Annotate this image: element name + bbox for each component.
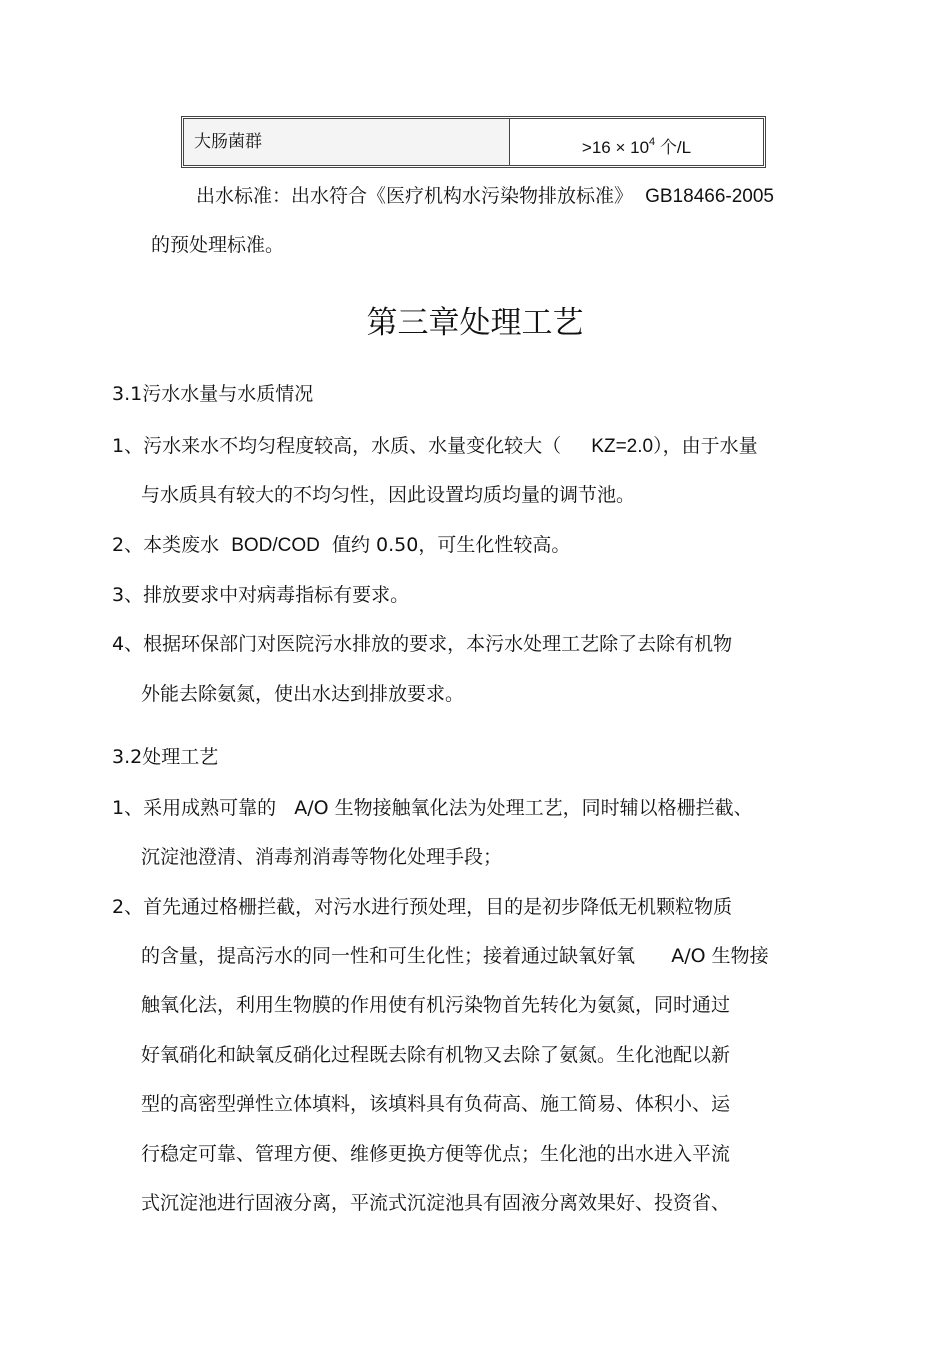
s32-item2-line7: 式沉淀池进行固液分离，平流式沉淀池具有固液分离效果好、投资省、 — [141, 1192, 731, 1214]
s31-item1-line1: 1、污水来水不均匀程度较高，水质、水量变化较大（ KZ=2.0），由于水量 — [112, 435, 758, 457]
s31-item3: 3、排放要求中对病毒指标有要求。 — [112, 584, 410, 606]
s32-item1-line2: 沉淀池澄清、消毒剂消毒等物化处理手段； — [141, 846, 503, 868]
s32-item2-line2: 的含量，提高污水的同一性和可生化性；接着通过缺氧好氧 A/O 生物接 — [141, 945, 769, 967]
section-3-1-heading: 3.1污水水量与水质情况 — [112, 383, 314, 405]
section-3-2-heading: 3.2处理工艺 — [112, 746, 219, 768]
s31-item1-line2: 与水质具有较大的不均匀性，因此设置均质均量的调节池。 — [141, 484, 636, 506]
s32-item2-line3: 触氧化法，利用生物膜的作用使有机污染物首先转化为氨氮，同时通过 — [141, 994, 731, 1016]
water-quality-table-row — [181, 116, 766, 168]
standard-line-2: 的预处理标准。 — [151, 234, 285, 256]
table-cell-value: $>16 \times 10^4$ 个/L — [581, 136, 692, 157]
s32-item2-line1: 2、首先通过格栅拦截，对污水进行预处理，目的是初步降低无机颗粒物质 — [112, 896, 733, 918]
s31-item2: 2、本类废水 BOD/COD 值约 0.50，可生化性较高。 — [112, 534, 571, 556]
s32-item1-line1: 1、采用成熟可靠的 A/O 生物接触氧化法为处理工艺，同时辅以格栅拦截、 — [112, 797, 753, 819]
standard-line-1: 出水标准：出水符合《医疗机构水污染物排放标准》 GB18466-2005 — [196, 185, 774, 207]
chapter-title: 第三章处理工艺 — [366, 305, 584, 341]
s31-item4-line2: 外能去除氨氮，使出水达到排放要求。 — [141, 683, 465, 705]
s32-item2-line6: 行稳定可靠、管理方便、维修更换方便等优点；生化池的出水进入平流 — [141, 1143, 731, 1165]
table-cell-name: 大肠菌群 — [184, 119, 510, 165]
s31-item4-line1: 4、根据环保部门对医院污水排放的要求，本污水处理工艺除了去除有机物 — [112, 633, 733, 655]
s32-item2-line4: 好氧硝化和缺氧反硝化过程既去除有机物又去除了氨氮。生化池配以新 — [141, 1044, 731, 1066]
s32-item2-line5: 型的高密型弹性立体填料，该填料具有负荷高、施工简易、体积小、运 — [141, 1093, 731, 1115]
